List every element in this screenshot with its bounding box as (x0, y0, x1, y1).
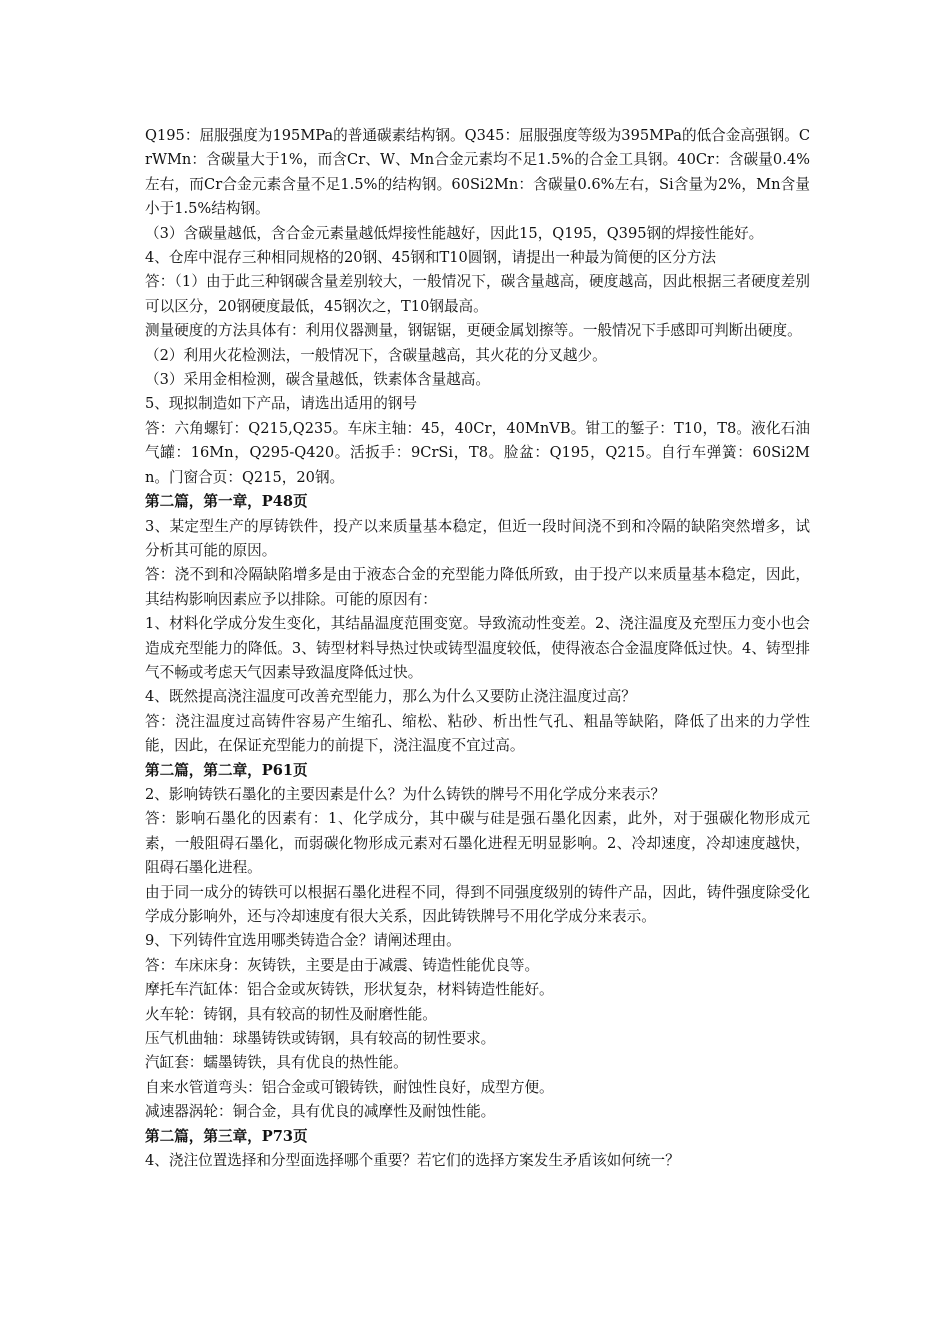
paragraph-weldability-answer: （3）含碳量越低，含合金元素量越低焊接性能越好，因此15，Q195，Q395钢的焊接性能好。 (145, 224, 764, 242)
answer-motorcycle-cylinder: 摩托车汽缸体：铝合金或灰铸铁，形状复杂，材料铸造性能好。 (145, 981, 554, 999)
answer-pouring-temperature: 答：浇注温度过高铸件容易产生缩孔、缩松、粘砂、析出性气孔、粗晶等缺陷，降低了出来的力学性能，因此，在保证充型能力的前提下，浇注温度不宜过高。 (145, 712, 810, 755)
answer-cylinder-liner: 汽缸套：蠕墨铸铁，具有优良的热性能。 (145, 1054, 408, 1072)
paragraph-cast-iron-grade: 由于同一成分的铸铁可以根据石墨化进程不同，得到不同强度级别的铸件产品，因此，铸件强度除受化学成分影响外，还与冷却速度有很大关系，因此铸铁牌号不用化学成分来表示。 (145, 883, 810, 925)
section-heading-p73: 第二篇，第三章，P73页 (145, 1127, 308, 1145)
paragraph-defect-causes: 1、材料化学成分发生变化，其结晶温度范围变宽。导致流动性变差。2、浇注温度及充型压力变小也会造成充型能力的降低。3、铸型材料导热过快或铸型温度较低，使得液态合金温度降低过快。4、铸型排气不畅或考虑天气因素导致温度降低过快。 (145, 615, 810, 681)
answer-worm-wheel: 减速器涡轮：铜合金，具有优良的减摩性及耐蚀性能。 (145, 1103, 496, 1121)
question-9-casting-alloys: 9、下列铸件宜选用哪类铸造合金？请阐述理由。 (145, 932, 461, 950)
answer-steel-selection: 答：六角螺钉：Q215,Q235。车床主轴：45，40Cr，40MnVB。钳工的錾子：T10，T8。液化石油气罐：16Mn，Q295-Q420。活扳手：9CrSi，T8。脸盆：Q195，Q215。自行车弹簧：60Si2Mn。门窗合页：Q215，20钢。 (145, 419, 810, 486)
section-heading-p48: 第二篇，第一章，P48页 (145, 493, 308, 511)
paragraph-steel-grades-explained: Q195：屈服强度为195MPa的普通碳素结构钢。Q345：屈服强度等级为395MPa的低合金高强钢。CrWMn：含碳量大于1%，而含Cr、W、Mn合金元素均不足1.5%的合金工具钢。40Cr：含碳量0.4%左右，而Cr合金元素含量不足1.5%的结构钢。60Si2Mn：含碳量0.6%左右，Si含量为2%，Mn含量小于1.5%结构钢。 (145, 127, 810, 218)
section-heading-p61: 第二篇，第二章，P61页 (145, 761, 308, 779)
answer-water-pipe-elbow: 自来水管道弯头：铝合金或可锻铸铁，耐蚀性良好，成型方便。 (145, 1078, 554, 1096)
question-4-pouring-position: 4、浇注位置选择和分型面选择哪个重要？若它们的选择方案发生矛盾该如何统一？ (145, 1152, 680, 1170)
answer-hardness-method: 答：（1）由于此三种钢碳含量差别较大，一般情况下，碳含量越高，硬度越高，因此根据三者硬度差别可以区分，20钢硬度最低，45钢次之，T10钢最高。 (145, 273, 810, 315)
document-page (145, 124, 810, 1173)
question-2-graphitization: 2、影响铸铁石墨化的主要因素是什么？为什么铸铁的牌号不用化学成分来表示？ (145, 785, 666, 803)
answer-lathe-bed: 答：车床床身：灰铸铁，主要是由于减震、铸造性能优良等。 (145, 956, 540, 974)
answer-train-wheel: 火车轮：铸钢，具有较高的韧性及耐磨性能。 (145, 1005, 437, 1023)
answer-compressor-crankshaft: 压气机曲轴：球墨铸铁或铸钢，具有较高的韧性要求。 (145, 1030, 496, 1048)
question-4-pouring-temperature: 4、既然提高浇注温度可改善充型能力，那么为什么又要防止浇注温度过高？ (145, 688, 636, 706)
question-5-steel-selection: 5、现拟制造如下产品，请选出适用的钢号 (145, 395, 417, 413)
paragraph-spark-test: （2）利用火花检测法，一般情况下，含碳量越高，其火花的分叉越少。 (145, 346, 607, 364)
paragraph-metallographic-test: （3）采用金相检测，碳含量越低，铁素体含量越高。 (145, 371, 490, 389)
paragraph-hardness-measurement: 测量硬度的方法具体有：利用仪器测量，钢锯锯，更硬金属划擦等。一般情况下手感即可判断出硬度。 (145, 322, 802, 340)
answer-graphitization-factors: 答：影响石墨化的因素有：1、化学成分，其中碳与硅是强石墨化因素，此外，对于强碳化物形成元素，一般阻碍石墨化，而弱碳化物形成元素对石墨化进程无明显影响。2、冷却速度，冷却速度越快，阻碍石墨化进程。 (145, 810, 810, 877)
question-4-steel-distinction: 4、仓库中混存三种相同规格的20钢、45钢和T10圆钢，请提出一种最为简便的区分方法 (145, 249, 716, 267)
question-3-casting-defects: 3、某定型生产的厚铸铁件，投产以来质量基本稳定，但近一段时间浇不到和冷隔的缺陷突然增多，试分析其可能的原因。 (145, 517, 810, 559)
answer-casting-defects: 答：浇不到和冷隔缺陷增多是由于液态合金的充型能力降低所致，由于投产以来质量基本稳定，因此，其结构影响因素应予以排除。可能的原因有： (145, 566, 810, 608)
